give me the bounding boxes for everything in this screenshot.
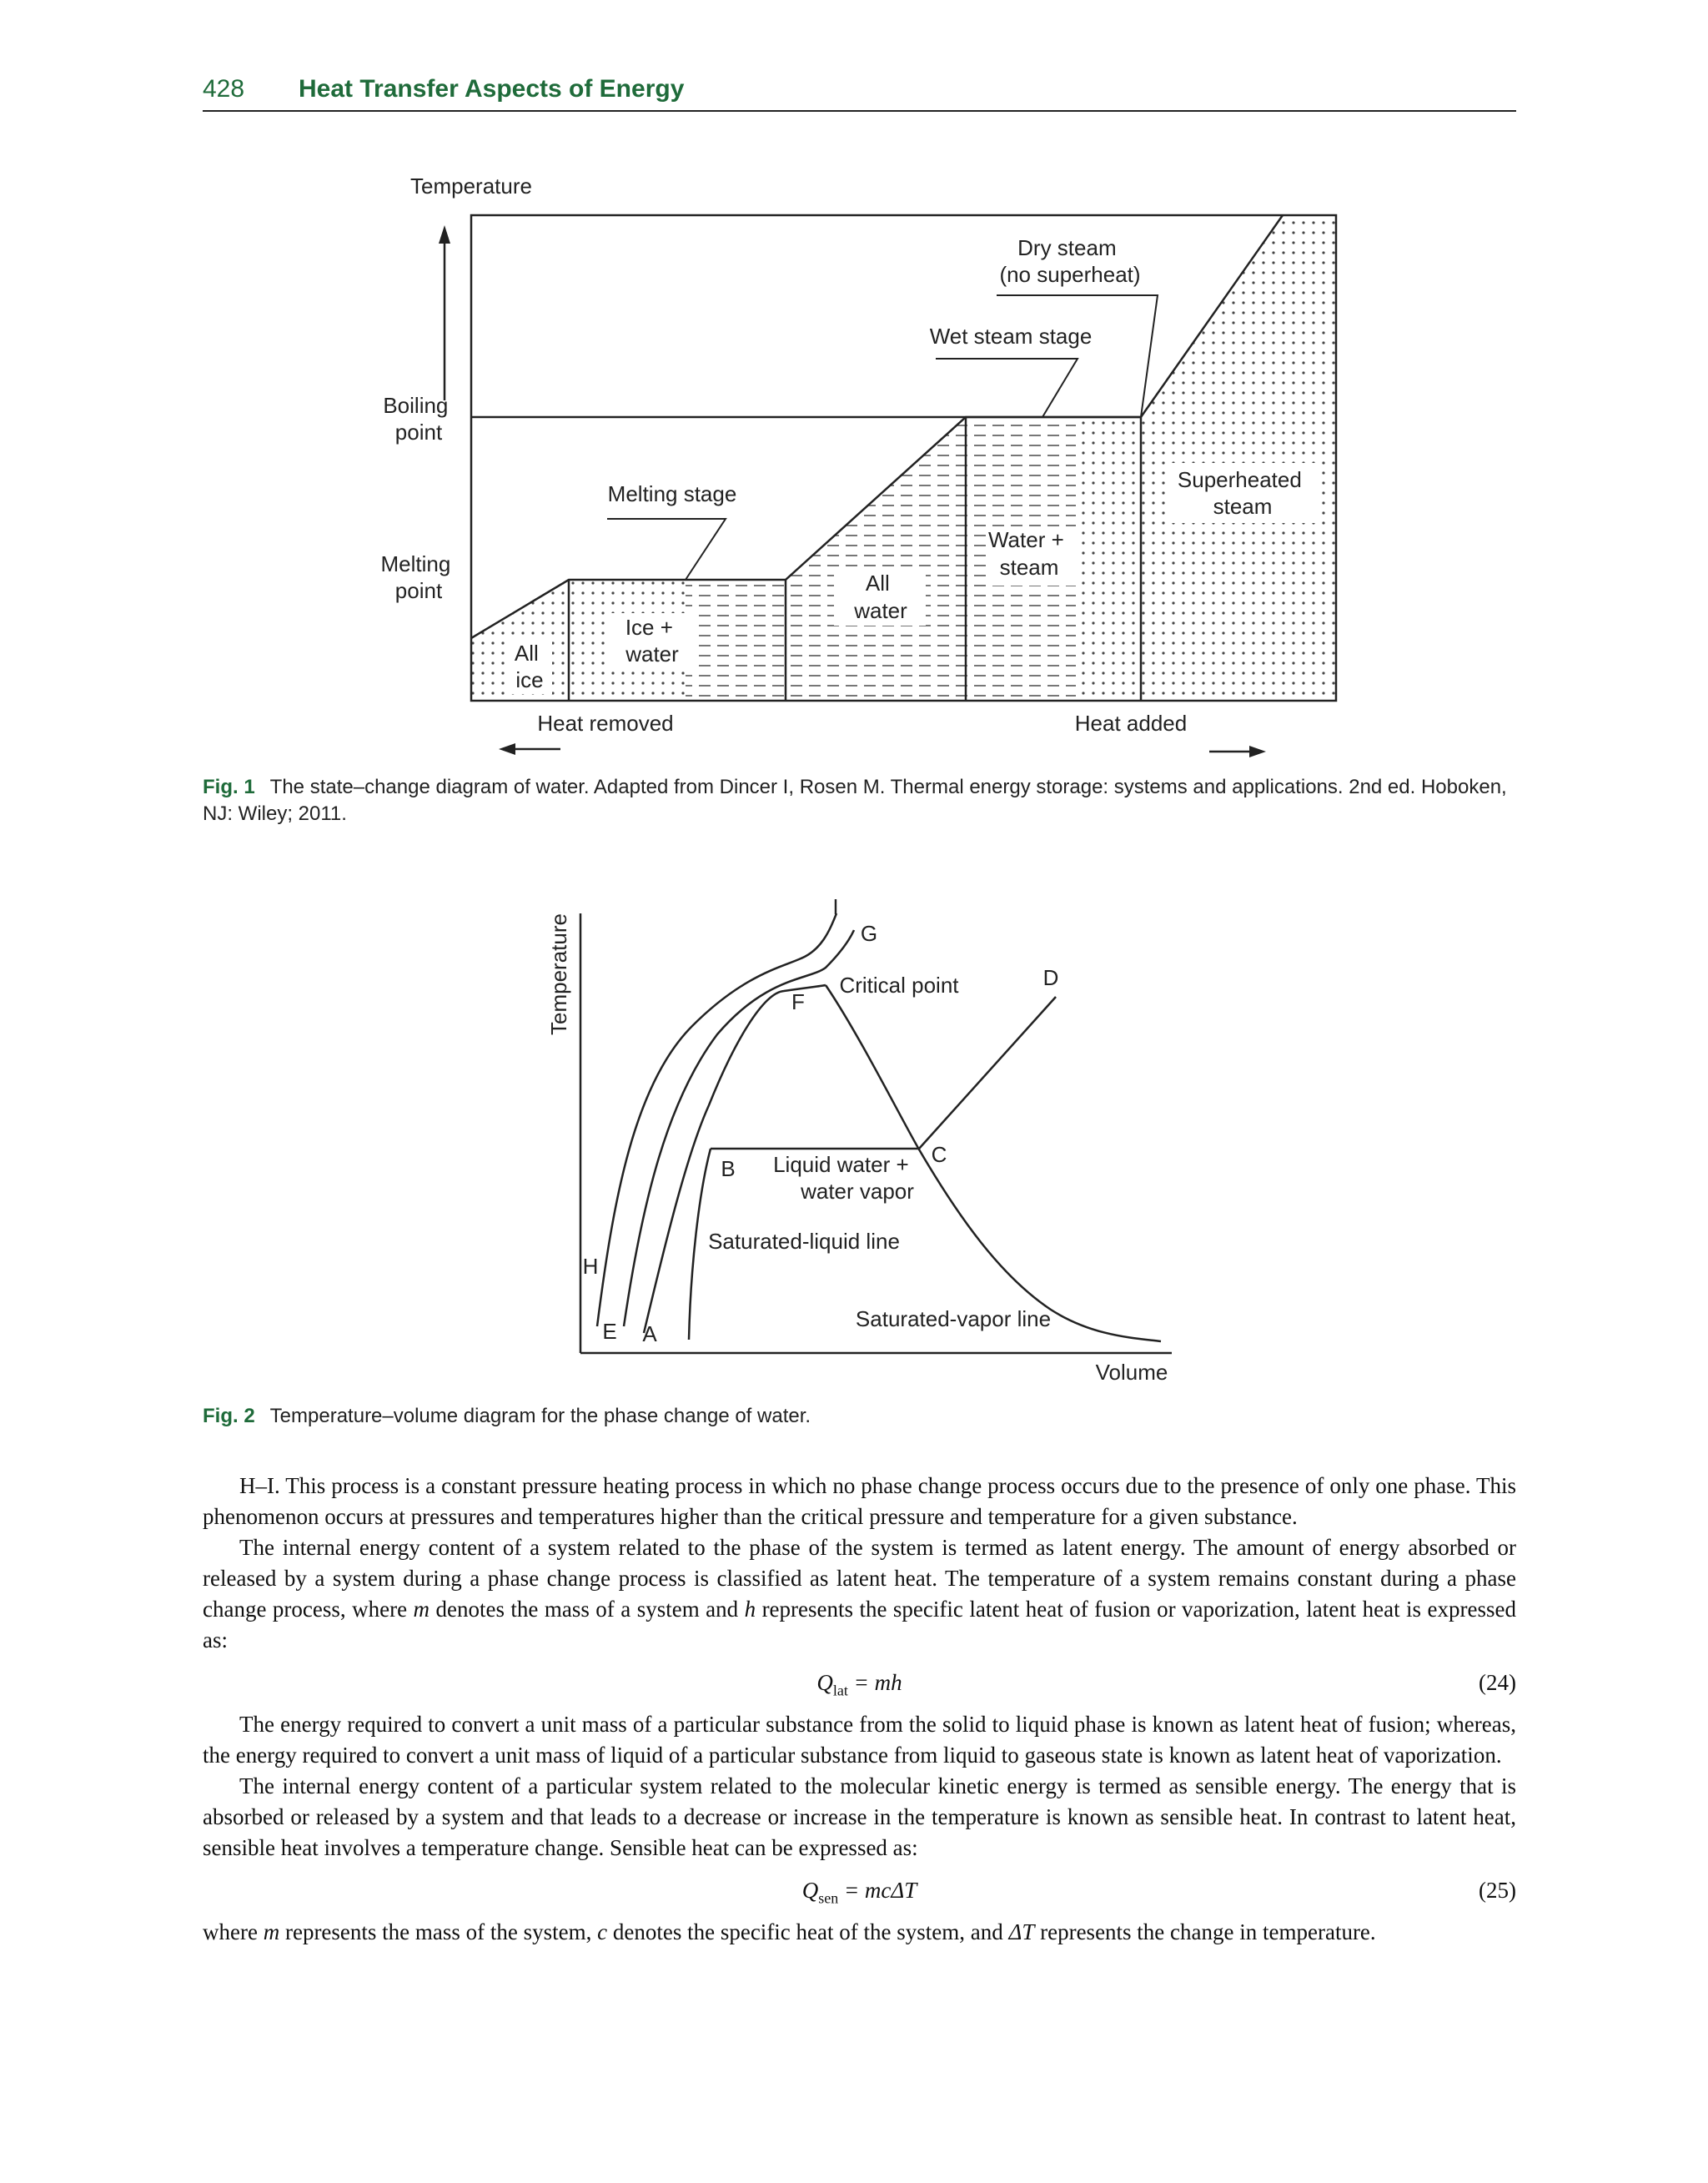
fig1-wet-steam-label: Wet steam stage (929, 324, 1093, 349)
fig2-critical-point-label: Critical point (839, 973, 959, 998)
fig2-liquid-A-B (689, 1149, 711, 1340)
fig1-heat-added-label: Heat added (1074, 711, 1188, 736)
fig1-melting-stage-leader (607, 519, 726, 580)
fig2-x-axis-label: Volume (1095, 1360, 1168, 1385)
fig1-dry-steam-leader (997, 295, 1158, 417)
equation-24-number: (24) (1479, 1670, 1516, 1695)
fig1-region-superheated (1141, 215, 1336, 701)
fig1-caption (203, 774, 1516, 827)
fig2-point-C: C (931, 1142, 947, 1167)
fig2-point-I: I (832, 894, 839, 919)
fig1-all-water-label: All water (854, 571, 907, 623)
paragraph-latent-heat-definitions: The energy required to convert a unit mass of a particular substance from the solid to liquid phase is known as latent heat of fusion; whereas, the energy required to convert a unit mass of liquid of a particular substance from liquid to gaseous state is known as latent heat of vaporization. (203, 1712, 1516, 1768)
fig2-point-B: B (721, 1156, 736, 1181)
equation-25-number: (25) (1479, 1878, 1516, 1903)
fig2-caption (203, 1403, 1516, 1430)
fig2-line-C-D (919, 997, 1056, 1149)
fig1-dry-steam-label: Dry steam (no superheat) (999, 235, 1141, 287)
equation-24: $Q_{lat}$ = mh (24) (203, 1667, 1516, 1701)
body-text (203, 1471, 1516, 1948)
fig2-point-A: A (642, 1321, 657, 1346)
fig1-ice-water-label: Ice + water (625, 615, 679, 666)
fig2-y-axis-label: Temperature (546, 913, 571, 1035)
running-title: Heat Transfer Aspects of Energy (299, 75, 685, 103)
fig1-caption-label: Fig. 1 (203, 776, 255, 798)
fig2-point-E: E (602, 1319, 617, 1344)
fig1-boiling-point-label: Boiling point (383, 393, 449, 445)
fig1-y-arrowhead (439, 225, 450, 244)
fig2-mixture-label: Liquid water + water vapor (773, 1152, 914, 1204)
page-number: 428 (203, 75, 245, 103)
equation-25: $Q_{sen} = mc\Delta T$ (25) (203, 1875, 1516, 1909)
fig1-region-all-water (786, 417, 966, 701)
page-header (203, 75, 1516, 112)
fig2-curve-E-G (624, 930, 854, 1326)
paragraph-h-i: H–I. This process is a constant pressure heating process in which no phase change process occurs due to the presence of only one phase. This phenomenon occurs at pressures and temperatures higher than the critical pressure and temperature for a given substance. (203, 1473, 1516, 1529)
fig1-melting-point-label: Melting point (380, 551, 451, 603)
paragraph-where: where m represents the mass of the system, c denotes the specific heat of the system, and ΔT represents the change in temperature. (203, 1919, 1376, 1944)
fig2-point-D: D (1042, 965, 1059, 990)
fig1-water-steam-label: Water + steam (987, 527, 1064, 580)
fig2-caption-text: Temperature–volume diagram for the phase change of water. (269, 1405, 811, 1427)
fig1-heat-removed-label: Heat removed (537, 711, 674, 736)
fig2-saturated-vapor-label: Saturated-vapor line (855, 1306, 1052, 1331)
paragraph-latent-energy: The internal energy content of a system related to the phase of the system is termed as latent energy. The amount of energy absorbed or released by a system during a phase change process is classified as latent heat. The temperature of a system remains constant during a phase change process, where m denotes the mass of a system and h represents the specific latent heat of fusion or vaporization, latent heat is expressed as: (203, 1535, 1516, 1652)
fig1-melting-stage-label: Melting stage (607, 481, 737, 506)
fig2-caption-label: Fig. 2 (203, 1405, 255, 1427)
fig2-point-G: G (860, 921, 878, 946)
figure-2-temperature-volume-diagram (0, 884, 1708, 1393)
figure-1-state-change-diagram (0, 167, 1708, 767)
fig2-point-F: F (791, 989, 805, 1014)
fig1-wet-steam-leader (936, 359, 1078, 417)
fig1-region-water-steam-dots (1076, 417, 1141, 701)
paragraph-sensible-energy: The internal energy content of a particular system related to the molecular kinetic energy is termed as sensible energy. The energy that is absorbed or released by a system and that leads to a decrease or increase in the temperature is known as sensible heat. In contrast to latent heat, sensible heat involves a temperature change. Sensible heat can be expressed as: (203, 1773, 1516, 1860)
fig1-y-axis-label: Temperature (410, 174, 532, 199)
fig2-point-H: H (582, 1254, 599, 1279)
fig1-all-ice-label: All ice (514, 641, 544, 692)
fig2-saturated-liquid-label: Saturated-liquid line (708, 1229, 900, 1254)
fig1-region-ice-water-dashes (686, 580, 786, 701)
fig1-caption-text: The state–change diagram of water. Adapted from Dincer I, Rosen M. Thermal energy storage: systems and applications. 2nd ed. Hoboken, NJ: Wiley; 2011. (203, 776, 1507, 825)
fig1-superheated-label: Superheated steam (1177, 467, 1302, 519)
